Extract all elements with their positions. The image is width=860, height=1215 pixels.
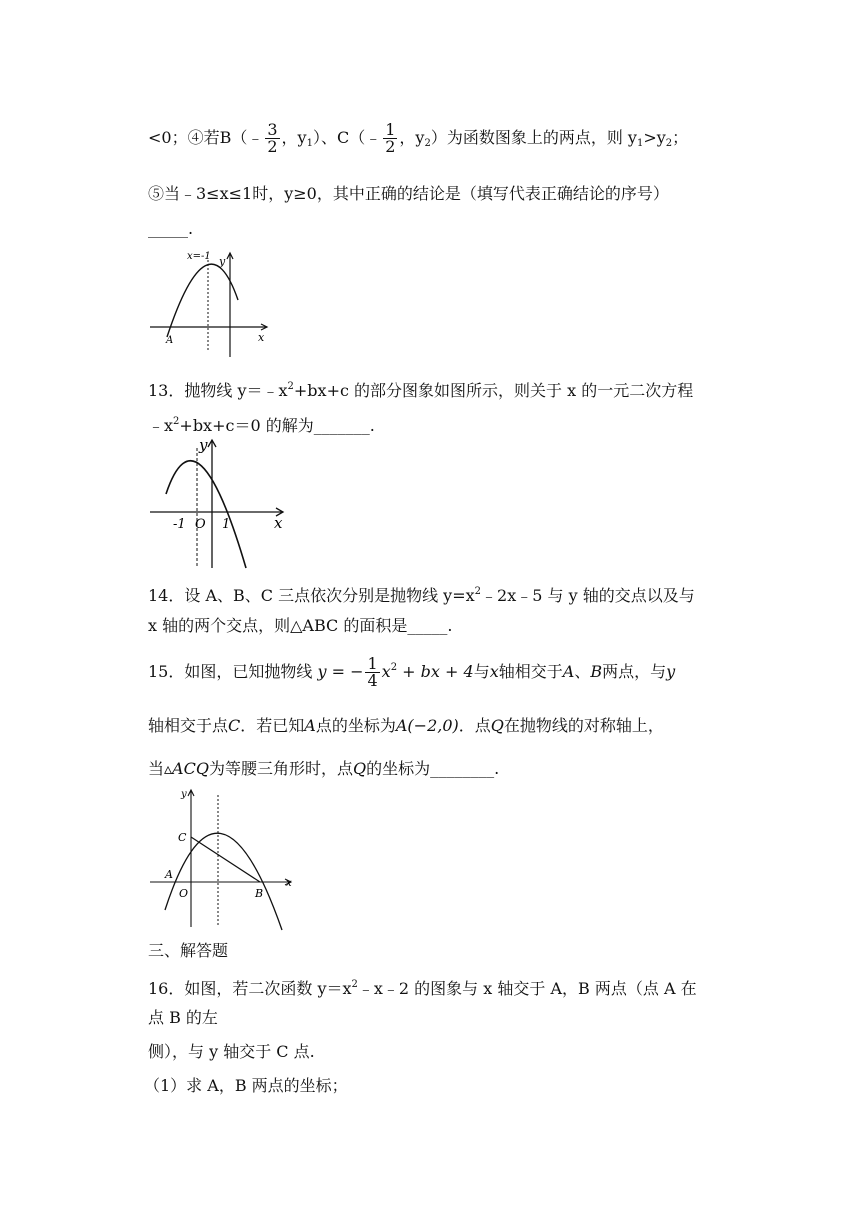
point-c-label: C: [178, 831, 187, 844]
fraction-three-halves: $\frac{3}{2}$: [267, 120, 278, 156]
q16-line1: 16．如图，若二次函数 $y=x^2﹣x﹣2$ 的图象与 x 轴交于 A，B 两点（点 A 在: [148, 979, 697, 998]
q12-graph: [145, 245, 275, 365]
section-three-heading: 三、解答题: [148, 941, 229, 960]
q16-line2: 点 B 的左: [148, 1008, 218, 1027]
q13-line2: $﹣x^2+bx+c=0$ 的解为_______.: [148, 416, 375, 435]
origin-label: O: [179, 887, 189, 900]
fraction-one-quarter: $\frac{1}{4}$: [367, 654, 378, 690]
fraction-one-half: $\frac{1}{2}$: [385, 120, 396, 156]
x-axis-label: x: [286, 878, 292, 889]
point-b-label: B: [255, 887, 264, 900]
q15-line1: 15．如图，已知抛物线 y = − $\frac{1}{4}$ $x^2$ + bx + 4与x轴相交于A、B两点，与y: [148, 654, 676, 690]
x-axis-label: x: [274, 514, 283, 532]
q12-line2: ⑤当﹣3≤x≤1时，y≥0，其中正确的结论是（填写代表正确结论的序号）: [148, 184, 669, 203]
neg-one-label: -1: [173, 517, 186, 532]
symmetry-axis-label: x=-1: [187, 251, 211, 262]
q15-graph: [145, 785, 300, 935]
q13-graph: [145, 436, 290, 571]
parabola-curve: [167, 264, 238, 337]
q12-line3: _____.: [148, 219, 194, 238]
q16-line3: 侧），与 y 轴交于 C 点.: [148, 1042, 315, 1061]
one-label: 1: [222, 517, 231, 532]
origin-label: O: [195, 517, 206, 532]
point-a-label: A: [165, 868, 173, 881]
q16-line4: （1）求 A，B 两点的坐标；: [144, 1076, 348, 1095]
q14-line1: 14．设 A、B、C 三点依次分别是抛物线 $y=x^2﹣2x﹣5$ 与 y 轴的交点以及与: [148, 586, 695, 605]
y-axis-label: y: [219, 255, 226, 268]
q15-line2: 轴相交于点C．若已知A点的坐标为A(−2,0)．点Q在抛物线的对称轴上，: [148, 716, 664, 735]
q13-line1: 13．抛物线 $y=﹣x^2+bx+c$ 的部分图象如图所示，则关于 x 的一元二次方程: [148, 381, 694, 400]
y-axis-label: y: [181, 789, 187, 800]
x-axis-label: x: [258, 331, 265, 344]
q12-line1: <0；④若B（﹣ $\frac{3}{2}$ ，$y_1$）、C（﹣ $\frac{1}{2}$ ，$y_2$）为函数图象上的两点，则 $y_1>y_2$；: [148, 120, 689, 156]
y-axis-label: y: [199, 436, 208, 454]
q15-line3: 当▵ACQ为等腰三角形时，点Q的坐标为________.: [148, 759, 500, 778]
point-a-label: A: [166, 335, 174, 346]
parabola-curve: [166, 461, 246, 568]
q14-line2: x 轴的两个交点，则△ABC 的面积是_____.: [148, 616, 453, 635]
